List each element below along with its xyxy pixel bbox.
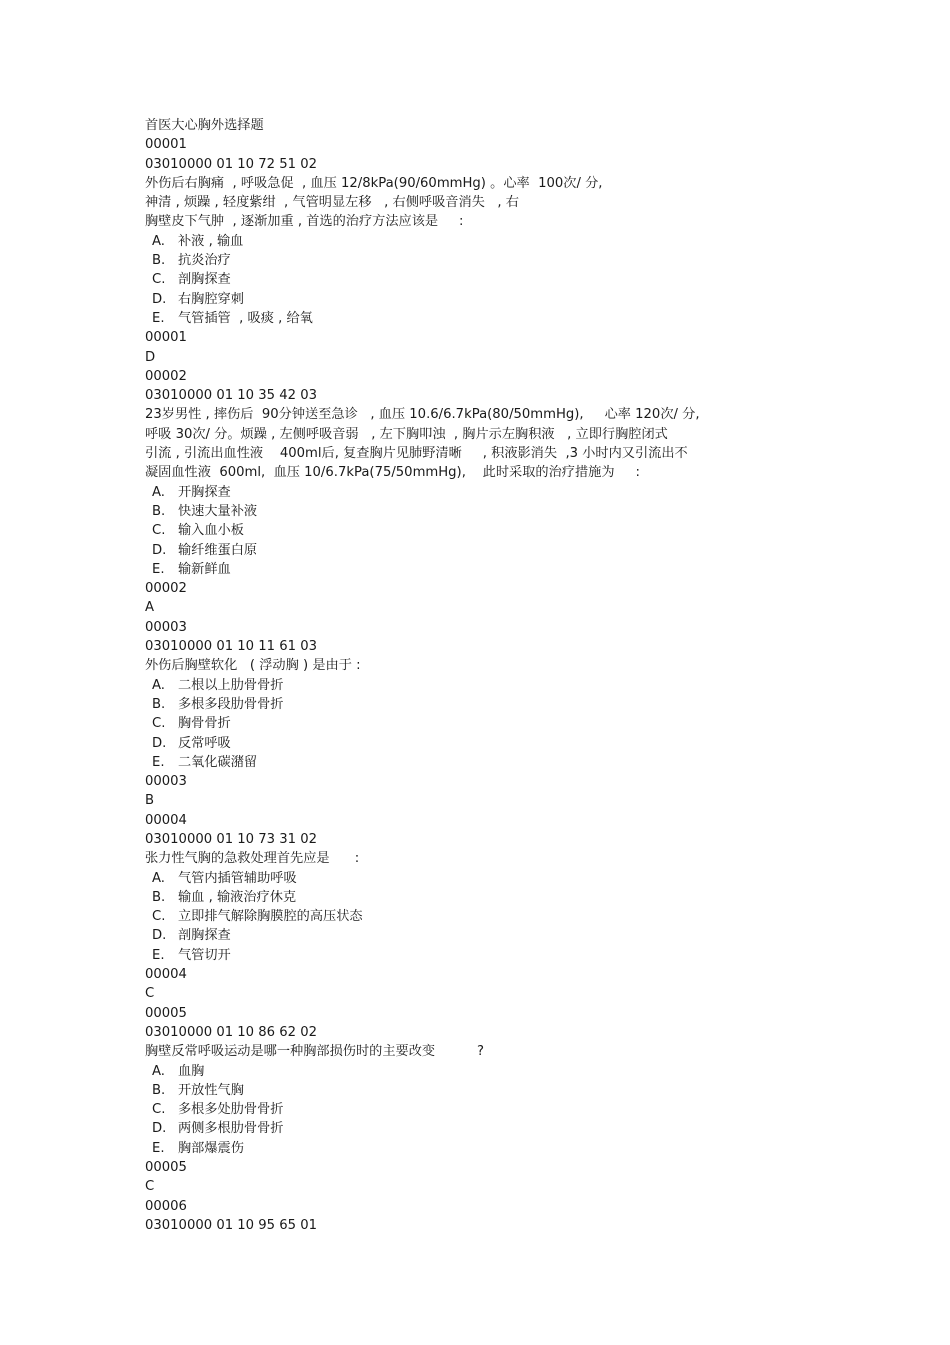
question-code: 03010000 01 10 35 42 03 (145, 388, 317, 404)
option-text: 胸骨骨折 (178, 716, 231, 732)
question-stem-line: 张力性气胸的急救处理首先应是 : (145, 851, 360, 867)
question-stem-line: 外伤后右胸痛 , 呼吸急促 , 血压 12/8kPa(90/60mmHg) 。心率 100次/ 分, (145, 175, 603, 191)
question-stem-line: 凝固血性液 600ml, 血压 10/6.7kPa(75/50mmHg), 此时采取的治疗措施为 : (145, 465, 640, 481)
option-item (145, 926, 745, 945)
option-item (145, 714, 745, 733)
option-text: 右胸腔穿刺 (178, 291, 244, 307)
option-item (145, 1081, 745, 1100)
question-id: 00004 (145, 812, 187, 828)
option-text: 抗炎治疗 (178, 253, 231, 269)
question-code: 03010000 01 10 86 62 02 (145, 1024, 317, 1040)
option-item (145, 734, 745, 753)
option-letter: E. (152, 561, 165, 577)
answer-id: 00002 (145, 581, 187, 597)
option-item (145, 753, 745, 772)
option-letter: C. (152, 716, 166, 732)
option-letter: C. (152, 909, 166, 925)
option-text: 胸部爆震伤 (178, 1140, 244, 1156)
question-code: 03010000 01 10 11 61 03 (145, 639, 317, 655)
question-code: 03010000 01 10 73 31 02 (145, 831, 317, 847)
option-letter: B. (152, 889, 166, 905)
question-stem-line: 引流 , 引流出血性液 400ml后, 复查胸片见肺野清晰 , 积液影消失 ,3 小时内又引流出不 (145, 446, 688, 462)
option-item (145, 676, 745, 695)
option-item (145, 1062, 745, 1081)
option-item (145, 541, 745, 560)
question-id: 00006 (145, 1198, 187, 1214)
option-letter: D. (152, 735, 167, 751)
option-item (145, 695, 745, 714)
option-item (145, 483, 745, 502)
option-text: 输纤维蛋白原 (178, 542, 258, 558)
option-item (145, 521, 745, 540)
option-text: 气管切开 (178, 947, 231, 963)
question-id: 00001 (145, 137, 187, 153)
question-stem-line: 胸壁皮下气肿 , 逐渐加重 , 首选的治疗方法应该是 : (145, 214, 464, 230)
option-letter: D. (152, 928, 167, 944)
option-text: 气管插管 , 吸痰 , 给氧 (178, 310, 313, 326)
question-code: 03010000 01 10 95 65 01 (145, 1217, 317, 1233)
option-item (145, 270, 745, 289)
option-letter: A. (152, 1063, 165, 1079)
question-id: 00002 (145, 368, 187, 384)
answer-id: 00005 (145, 1160, 187, 1176)
option-letter: C. (152, 272, 166, 288)
option-text: 血胸 (178, 1063, 205, 1079)
option-text: 反常呼吸 (178, 735, 231, 751)
answer-letter: C (145, 986, 155, 1002)
question-stem-line: 神清 , 烦躁 , 轻度紫绀 , 气管明显左移 , 右侧呼吸音消失 , 右 (145, 195, 519, 211)
option-letter: A. (152, 233, 165, 249)
option-text: 开放性气胸 (178, 1082, 244, 1098)
answer-letter: D (145, 349, 156, 365)
option-letter: B. (152, 253, 166, 269)
option-letter: E. (152, 754, 165, 770)
option-item (145, 560, 745, 579)
option-item (145, 290, 745, 309)
option-item (145, 888, 745, 907)
option-letter: D. (152, 1121, 167, 1137)
option-text: 立即排气解除胸膜腔的高压状态 (178, 909, 363, 925)
option-text: 输入血小板 (178, 523, 244, 539)
option-item (145, 251, 745, 270)
option-letter: A. (152, 484, 165, 500)
answer-letter: C (145, 1179, 155, 1195)
option-letter: B. (152, 503, 166, 519)
answer-letter: A (145, 600, 155, 616)
document-body (145, 116, 745, 1235)
option-text: 输血 , 输液治疗休克 (178, 889, 297, 905)
option-letter: C. (152, 1102, 166, 1118)
question-stem-line: 外伤后胸壁软化 ( 浮动胸 ) 是由于 : (145, 658, 361, 674)
answer-id: 00001 (145, 330, 187, 346)
option-letter: C. (152, 523, 166, 539)
option-letter: D. (152, 291, 167, 307)
option-item (145, 1100, 745, 1119)
option-letter: E. (152, 1140, 165, 1156)
option-letter: D. (152, 542, 167, 558)
option-item (145, 232, 745, 251)
option-item (145, 946, 745, 965)
question-stem-line: 胸壁反常呼吸运动是哪一种胸部损伤时的主要改变 ? (145, 1044, 485, 1060)
question-code: 03010000 01 10 72 51 02 (145, 156, 317, 172)
option-item (145, 309, 745, 328)
option-item (145, 502, 745, 521)
question-id: 00005 (145, 1005, 187, 1021)
answer-letter: B (145, 793, 155, 809)
option-text: 二根以上肋骨骨折 (178, 677, 284, 693)
option-text: 气管内插管辅助呼吸 (178, 870, 297, 886)
option-letter: A. (152, 677, 165, 693)
option-text: 二氧化碳潴留 (178, 754, 258, 770)
option-text: 多根多处肋骨骨折 (178, 1102, 284, 1118)
option-item (145, 1139, 745, 1158)
option-text: 两侧多根肋骨骨折 (178, 1121, 284, 1137)
option-item (145, 869, 745, 888)
option-text: 剖胸探查 (178, 272, 231, 288)
question-stem-line: 23岁男性 , 摔伤后 90分钟送至急诊 , 血压 10.6/6.7kPa(80/50mmHg), 心率 120次/ 分, (145, 407, 700, 423)
document-title: 首医大心胸外选择题 (145, 118, 264, 133)
option-letter: B. (152, 1082, 166, 1098)
option-text: 补液 , 输血 (178, 233, 244, 249)
option-text: 剖胸探查 (178, 928, 231, 944)
answer-id: 00004 (145, 967, 187, 983)
option-text: 快速大量补液 (178, 503, 258, 519)
option-letter: E. (152, 947, 165, 963)
option-letter: B. (152, 696, 166, 712)
option-item (145, 907, 745, 926)
option-letter: A. (152, 870, 165, 886)
option-text: 开胸探查 (178, 484, 231, 500)
option-text: 多根多段肋骨骨折 (178, 696, 284, 712)
option-letter: E. (152, 310, 165, 326)
question-stem-line: 呼吸 30次/ 分。烦躁 , 左侧呼吸音弱 , 左下胸叩浊 , 胸片示左胸积液 , 立即行胸腔闭式 (145, 426, 668, 442)
question-id: 00003 (145, 619, 187, 635)
option-item (145, 1119, 745, 1138)
answer-id: 00003 (145, 774, 187, 790)
option-text: 输新鲜血 (178, 561, 231, 577)
